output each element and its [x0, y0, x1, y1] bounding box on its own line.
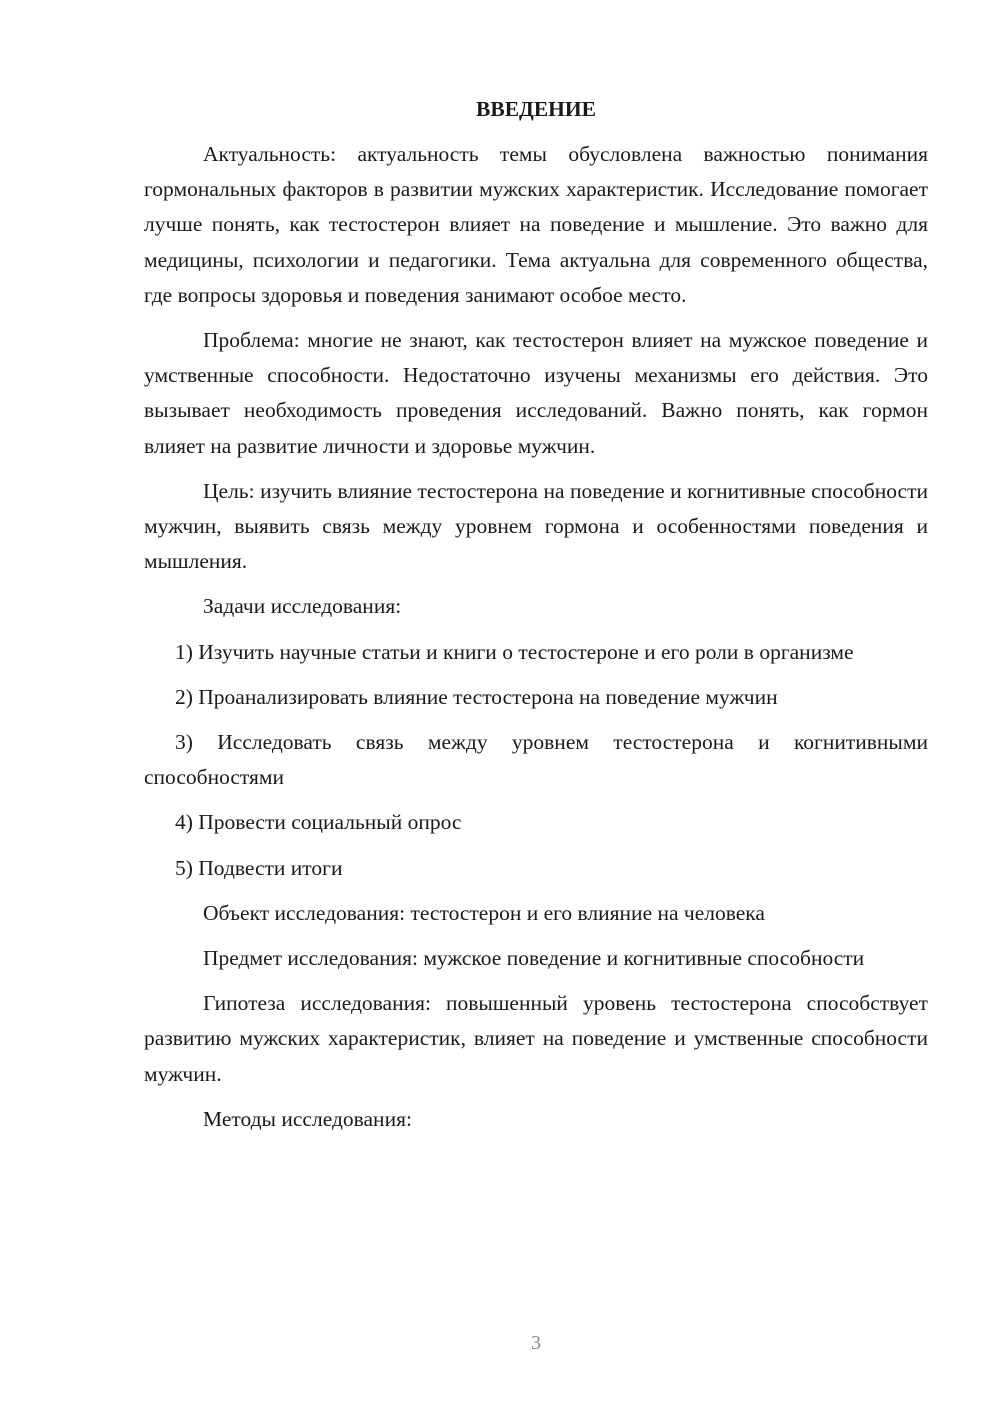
- task-item: 3) Исследовать связь между уровнем тестостерона и когнитивными способностями: [144, 730, 928, 790]
- tasks-list: [144, 635, 928, 886]
- task-item: 1) Изучить научные статьи и книги о тестостероне и его роли в организме: [175, 639, 854, 664]
- object-paragraph: Объект исследования: тестостерон и его влияние на человека: [203, 900, 765, 925]
- page-title: ВВЕДЕНИЕ: [476, 97, 596, 121]
- relevance-paragraph: Актуальность: актуальность темы обусловлена важностью понимания гормональных факторов в развитии мужских характеристик. Исследование помогает лучше понять, как тестостерон влияет на поведение и мышление. Это важно для медицины, психологии и педагогики. Тема актуальна для современного общества, где вопросы здоровья и поведения занимают особое место.: [144, 142, 928, 307]
- document-page: [144, 92, 928, 1147]
- page-number: 3: [531, 1332, 541, 1354]
- subject-paragraph: Предмет исследования: мужское поведение и когнитивные способности: [203, 946, 865, 971]
- task-item: 5) Подвести итоги: [175, 855, 343, 880]
- goal-paragraph: Цель: изучить влияние тестостерона на поведение и когнитивные способности мужчин, выявить связь между уровнем гормона и особенностями поведения и мышления.: [144, 478, 928, 574]
- problem-paragraph: Проблема: многие не знают, как тестостерон влияет на мужское поведение и умственные способности. Недостаточно изучены механизмы его действия. Это вызывает необходимость проведения исследований. Важно понять, как гормон влияет на развитие личности и здоровье мужчин.: [144, 328, 928, 458]
- tasks-heading: Задачи исследования:: [203, 594, 402, 619]
- task-item: 2) Проанализировать влияние тестостерона на поведение мужчин: [175, 684, 778, 709]
- methods-heading: Методы исследования:: [203, 1106, 412, 1131]
- hypothesis-paragraph: Гипотеза исследования: повышенный уровень тестостерона способствует развитию мужских характеристик, влияет на поведение и умственные способности мужчин.: [144, 991, 928, 1086]
- task-item: 4) Провести социальный опрос: [175, 810, 462, 835]
